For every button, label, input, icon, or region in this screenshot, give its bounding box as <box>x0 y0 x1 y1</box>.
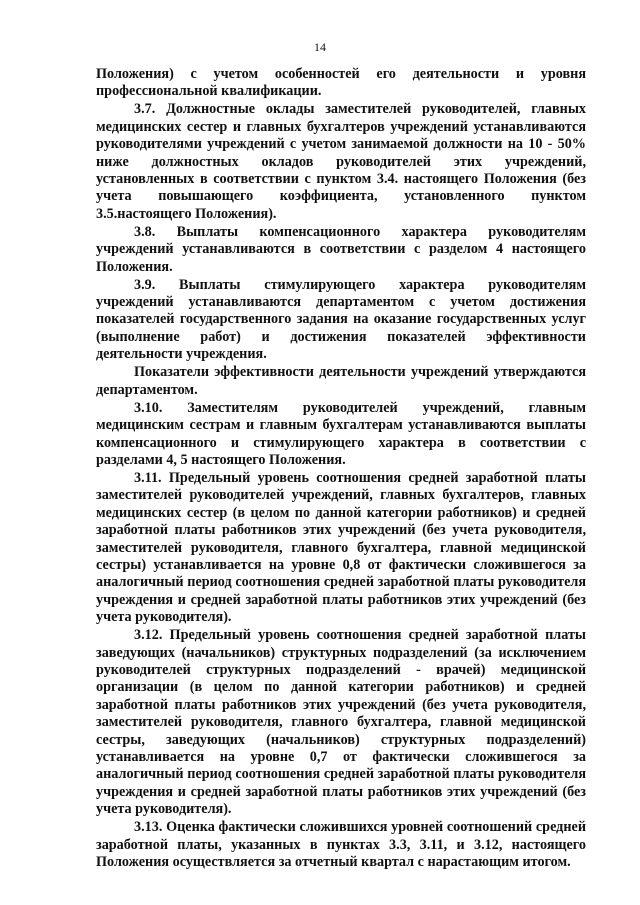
document-body <box>96 66 586 872</box>
paragraph-3-9: 3.9. Выплаты стимулирующего характера руководителям учреждений устанавливаются департаментом с учетом достижения показателей государственного задания на оказание государственных услуг (выполнение работ) и достижения показателей эффективности деятельности учреждения. <box>96 276 586 363</box>
paragraph-3-11: 3.11. Предельный уровень соотношения средней заработной платы заместителей руководителей учреждений, главных бухгалтеров, главных медицинских сестер (в целом по данной категории работников) и средней заработной платы работников этих учреждений (без учета руководителя, заместителей руководителя, главного бухгалтера, главной медицинской сестры) устанавливается на уровне 0,8 от фактически сложившегося за аналогичный период соотношения средней заработной платы руководителя учреждения и средней заработной платы работников этих учреждений (без учета руководителя). <box>96 469 586 626</box>
paragraph-continuation: Положения) с учетом особенностей его деятельности и уровня профессиональной квалификации. <box>96 66 586 100</box>
page-number: 14 <box>314 40 326 54</box>
paragraph-3-7: 3.7. Должностные оклады заместителей руководителей, главных медицинских сестер и главных бухгалтеров учреждений устанавливаются руководителями учреждений с учетом занимаемой должности на 10 - 50% ниже должностных окладов руководителей этих учреждений, установленных в соответствии с пунктом 3.4. настоящего Положения (без учета повышающего коэффициента, установленного пунктом 3.5.настоящего Положения). <box>96 101 586 222</box>
paragraph-3-13: 3.13. Оценка фактически сложившихся уровней соотношений средней заработной платы, указанных в пунктах 3.3, 3.11, и 3.12, настоящего Положения осуществляется за отчетный квартал с нарастающим итогом. <box>96 819 586 871</box>
paragraph-3-10: 3.10. Заместителям руководителей учреждений, главным медицинским сестрам и главным бухгалтерам устанавливаются выплаты компенсационного и стимулирующего характера в соответствии с разделами 4, 5 настоящего Положения. <box>96 399 586 468</box>
paragraph-3-12: 3.12. Предельный уровень соотношения средней заработной платы заведующих (начальников) структурных подразделений (за исключением руководителей структурных подразделений - врачей) медицинской организации (в целом по данной категории работников) и средней заработной платы работников этих учреждений (без учета руководителя, заместителей руководителя, главного бухгалтера, главной медицинской сестры, заведующих (начальников) структурных подразделений) устанавливается на уровне 0,7 от фактически сложившегося за аналогичный период соотношения средней заработной платы руководителя учреждения и средней заработной платы работников этих учреждений (без учета руководителя). <box>96 627 586 818</box>
paragraph-3-8: 3.8. Выплаты компенсационного характера руководителям учреждений устанавливаются в соответствии с разделом 4 настоящего Положения. <box>96 223 586 275</box>
paragraph-indicators: Показатели эффективности деятельности учреждений утверждаются департаментом. <box>96 364 586 398</box>
